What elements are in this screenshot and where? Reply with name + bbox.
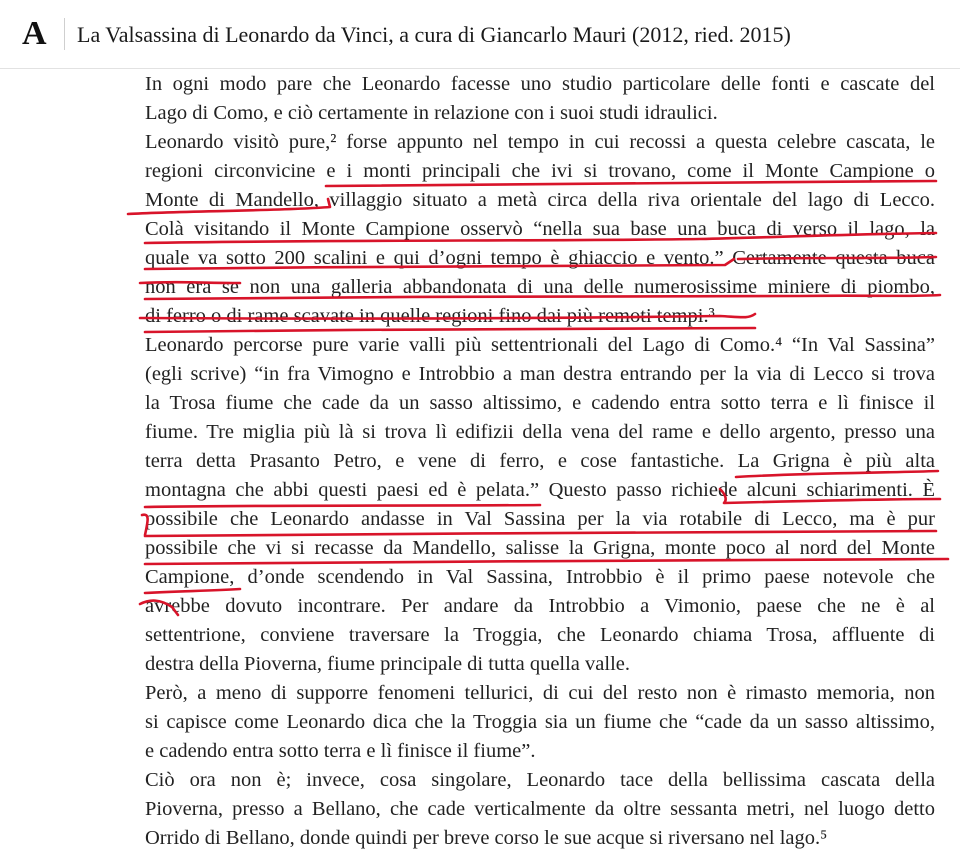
text-line: possibile che Leonardo andasse in Val Sassina per la via rotabile di Lecco, ma è pur [145,508,935,530]
text-line: terra detta Prasanto Petro, e vene di ferro, e cose fantastiche. La Grigna è più alta [145,450,935,472]
text-line: si capisce come Leonardo dica che la Troggia sia un fiume che “cade da un sasso altissimo, [145,711,935,733]
text-line: Monte di Mandello, villaggio situato a metà circa della riva orientale del lago di Lecco. [145,189,935,211]
text-line: Ciò ora non è; invece, cosa singolare, Leonardo tace della bellissima cascata della [145,769,935,791]
app-header [0,0,960,69]
text-line: possibile che vi si recasse da Mandello, salisse la Grigna, monte poco al nord del Monte [145,537,935,559]
text-line: regioni circonvicine e i monti principali che ivi si trovano, come il Monte Campione o [145,160,935,182]
text-line: la Trosa fiume che cade da un sasso altissimo, e cadendo entra sotto terra e lì finisce il [145,392,935,414]
text-line: e cadendo entra sotto terra e lì finisce il fiume”. [145,740,536,762]
text-line: montagna che abbi questi paesi ed è pelata.” Questo passo richiede alcuni schiarimenti. È [145,479,935,501]
text-line: Però, a meno di supporre fenomeni tellurici, di cui del resto non è rimasto memoria, non [145,682,935,704]
text-line: Lago di Como, e ciò certamente in relazione con i suoi studi idraulici. [145,102,718,124]
text-line: (egli scrive) “in fra Vimogno e Introbbio a man destra entrando per la via di Lecco si trova [145,363,935,385]
text-line: Campione, d’onde scendendo in Val Sassina, Introbbio è il primo paese notevole che [145,566,935,588]
text-line: In ogni modo pare che Leonardo facesse uno studio particolare delle fonti e cascate del [145,73,935,95]
text-line: Pioverna, presso a Bellano, che cade verticalmente da oltre sessanta metri, nel luogo detto [145,798,935,820]
text-line: Colà visitando il Monte Campione osservò “nella sua base una buca di verso il lago, la [145,218,935,240]
scanned-page [0,69,960,849]
page-title: La Valsassina di Leonardo da Vinci, a cura di Giancarlo Mauri (2012, ried. 2015) [77,22,791,47]
text-line: non era se non una galleria abbandonata di una delle numerosissime miniere di piombo, [145,276,935,298]
text-line: Leonardo visitò pure,² forse appunto nel tempo in cui recossi a questa celebre cascata, le [145,131,935,153]
text-line: settentrione, conviene traversare la Troggia, che Leonardo chiama Trosa, affluente di [145,624,935,646]
text-line: Leonardo percorse pure varie valli più settentrionali del Lago di Como.⁴ “In Val Sassina” [145,334,935,356]
site-logo[interactable]: A [22,15,47,52]
text-line: quale va sotto 200 scalini e qui d’ogni tempo è ghiaccio e vento.” Certamente questa buca [145,247,935,269]
text-line: avrebbe dovuto incontrare. Per andare da Introbbio a Vimonio, paese che ne è al [145,595,935,617]
text-line: destra della Pioverna, fiume principale di tutta quella valle. [145,653,630,675]
text-line: di ferro o di rame scavate in quelle regioni fino dai più remoti tempi.³ [145,305,715,327]
text-line: fiume. Tre miglia più là si trova lì edifizii della vena del rame e dello argento, presso una [145,421,935,443]
page-text [145,70,935,853]
header-divider [64,18,65,50]
text-line: Orrido di Bellano, donde quindi per breve corso le sue acque si riversano nel lago.⁵ [145,827,828,849]
